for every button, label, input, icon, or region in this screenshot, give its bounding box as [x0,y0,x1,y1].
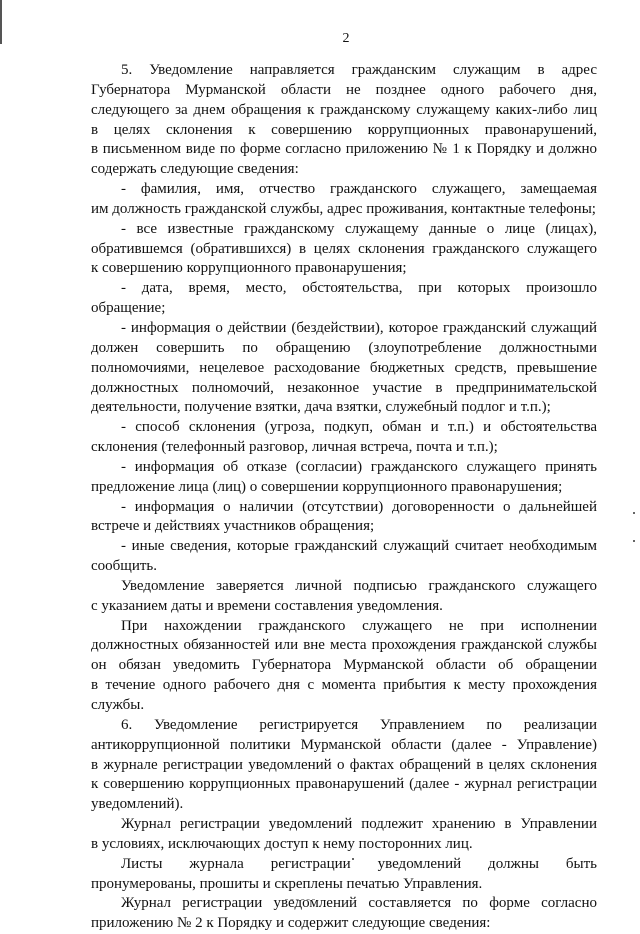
text-line: должен совершить по обращению (злоупотребление должностными [91,339,597,356]
text-line: в письменном виде по форме согласно приложению № 1 к Порядку и должно [91,141,597,158]
paragraph-p5g [91,498,597,538]
paragraph-p5f [91,458,597,498]
text-line: должностных обязанностей или вне места прохождения гражданской службы [91,637,597,654]
scan-footer-mark [285,899,315,902]
text-line: Губернатора Мурманской области не позднее одного рабочего дня, [91,81,597,98]
text-line: к совершению коррупционных правонарушений (далее - журнал регистрации [91,776,597,793]
text-line: предложение лица (лиц) о совершении коррупционного правонарушения; [91,478,563,495]
text-line: - все известные гражданскому служащему данные о лице (лицах), [121,220,597,237]
text-line: в целях склонения к совершению коррупционных правонарушений, [91,121,597,138]
text-line: Журнал регистрации уведомлений подлежит хранению в Управлении [121,816,597,833]
text-line: - иные сведения, которые гражданский служащий считает необходимым [121,538,597,555]
text-line: - фамилия, имя, отчество гражданского служащего, замещаемая [121,181,597,198]
paragraph-p6 [91,716,597,815]
text-line: склонения (телефонный разговор, личная встреча, почта и т.п.); [91,439,498,456]
text-line: антикоррупционной политики Мурманской области (далее - Управление) [91,736,597,753]
text-line: - информация об отказе (согласии) гражданского служащего принять [121,458,597,475]
text-line: полномочиями, нецелевое расходование бюджетных средств, превышение [91,359,597,376]
text-line: - информация о наличии (отсутствии) договоренности о дальнейшей [121,498,597,515]
document-body [91,61,597,934]
text-line: При нахождении гражданского служащего не при исполнении [121,617,597,634]
text-line: содержать следующие сведения: [91,161,299,178]
text-line: Уведомление заверяется личной подписью гражданского служащего [121,577,597,594]
text-line: им должность гражданской службы, адрес проживания, контактные телефоны; [91,200,596,217]
paragraph-p5d [91,319,597,418]
paragraph-p5b [91,220,597,280]
paragraph-p5h [91,537,597,577]
paragraph-p5i [91,577,597,617]
paragraph-p5 [91,61,597,180]
text-line: Журнал регистрации уведомлений составляется по форме согласно [121,895,597,912]
text-line: обращение; [91,300,166,317]
text-line: 6. Уведомление регистрируется Управлением по реализации [121,716,597,733]
text-line: обратившемся (обратившихся) в целях склонения гражданского служащего [91,240,597,257]
text-line: с указанием даты и времени составления уведомления. [91,597,443,614]
scan-edge-mark [0,0,2,44]
text-line: уведомлений). [91,796,184,813]
paragraph-p6a [91,815,597,855]
text-line: к совершению коррупционного правонарушения; [91,260,407,277]
text-line: он обязан уведомить Губернатора Мурманской области об обращении [91,657,597,674]
scan-speck [633,512,635,514]
text-line: приложению № 2 к Порядку и содержит следующие сведения: [91,915,491,932]
paragraph-p5c [91,279,597,319]
text-line: в журнале регистрации уведомлений о фактах обращений в целях склонения [91,756,597,773]
text-line: - дата, время, место, обстоятельства, при которых произошло [121,280,597,297]
text-line: - способ склонения (угроза, подкуп, обман и т.п.) и обстоятельства [121,419,597,436]
paragraph-p5e [91,418,597,458]
text-line: пронумерованы, прошиты и скреплены печатью Управления. [91,875,483,892]
text-line: службы. [91,697,145,713]
text-line: следующего за днем обращения к гражданскому служащему каких-либо лиц [91,101,597,118]
text-line: в условиях, исключающих доступ к нему посторонних лиц. [91,835,473,852]
text-line: сообщить. [91,558,158,575]
text-line: Листы журнала регистрации уведомлений должны быть [121,855,597,872]
text-line: - информация о действии (бездействии), которое гражданский служащий [121,319,597,336]
text-line: встрече и действиях участников обращения; [91,518,375,535]
text-line: в течение одного рабочего дня с момента прибытия к месту прохождения [91,677,597,694]
paragraph-p6c [91,894,597,934]
paragraph-p6b [91,855,597,895]
scan-speck [633,540,635,542]
text-line: должностных полномочий, незаконное участие в предпринимательской [91,379,597,396]
paragraph-p5a [91,180,597,220]
text-line: 5. Уведомление направляется гражданским служащим в адрес [121,62,597,78]
text-line: деятельности, получение взятки, дача взятки, служебный подлог и т.п.); [91,399,551,416]
page-number: 2 [342,31,350,46]
paragraph-p5j [91,617,597,716]
